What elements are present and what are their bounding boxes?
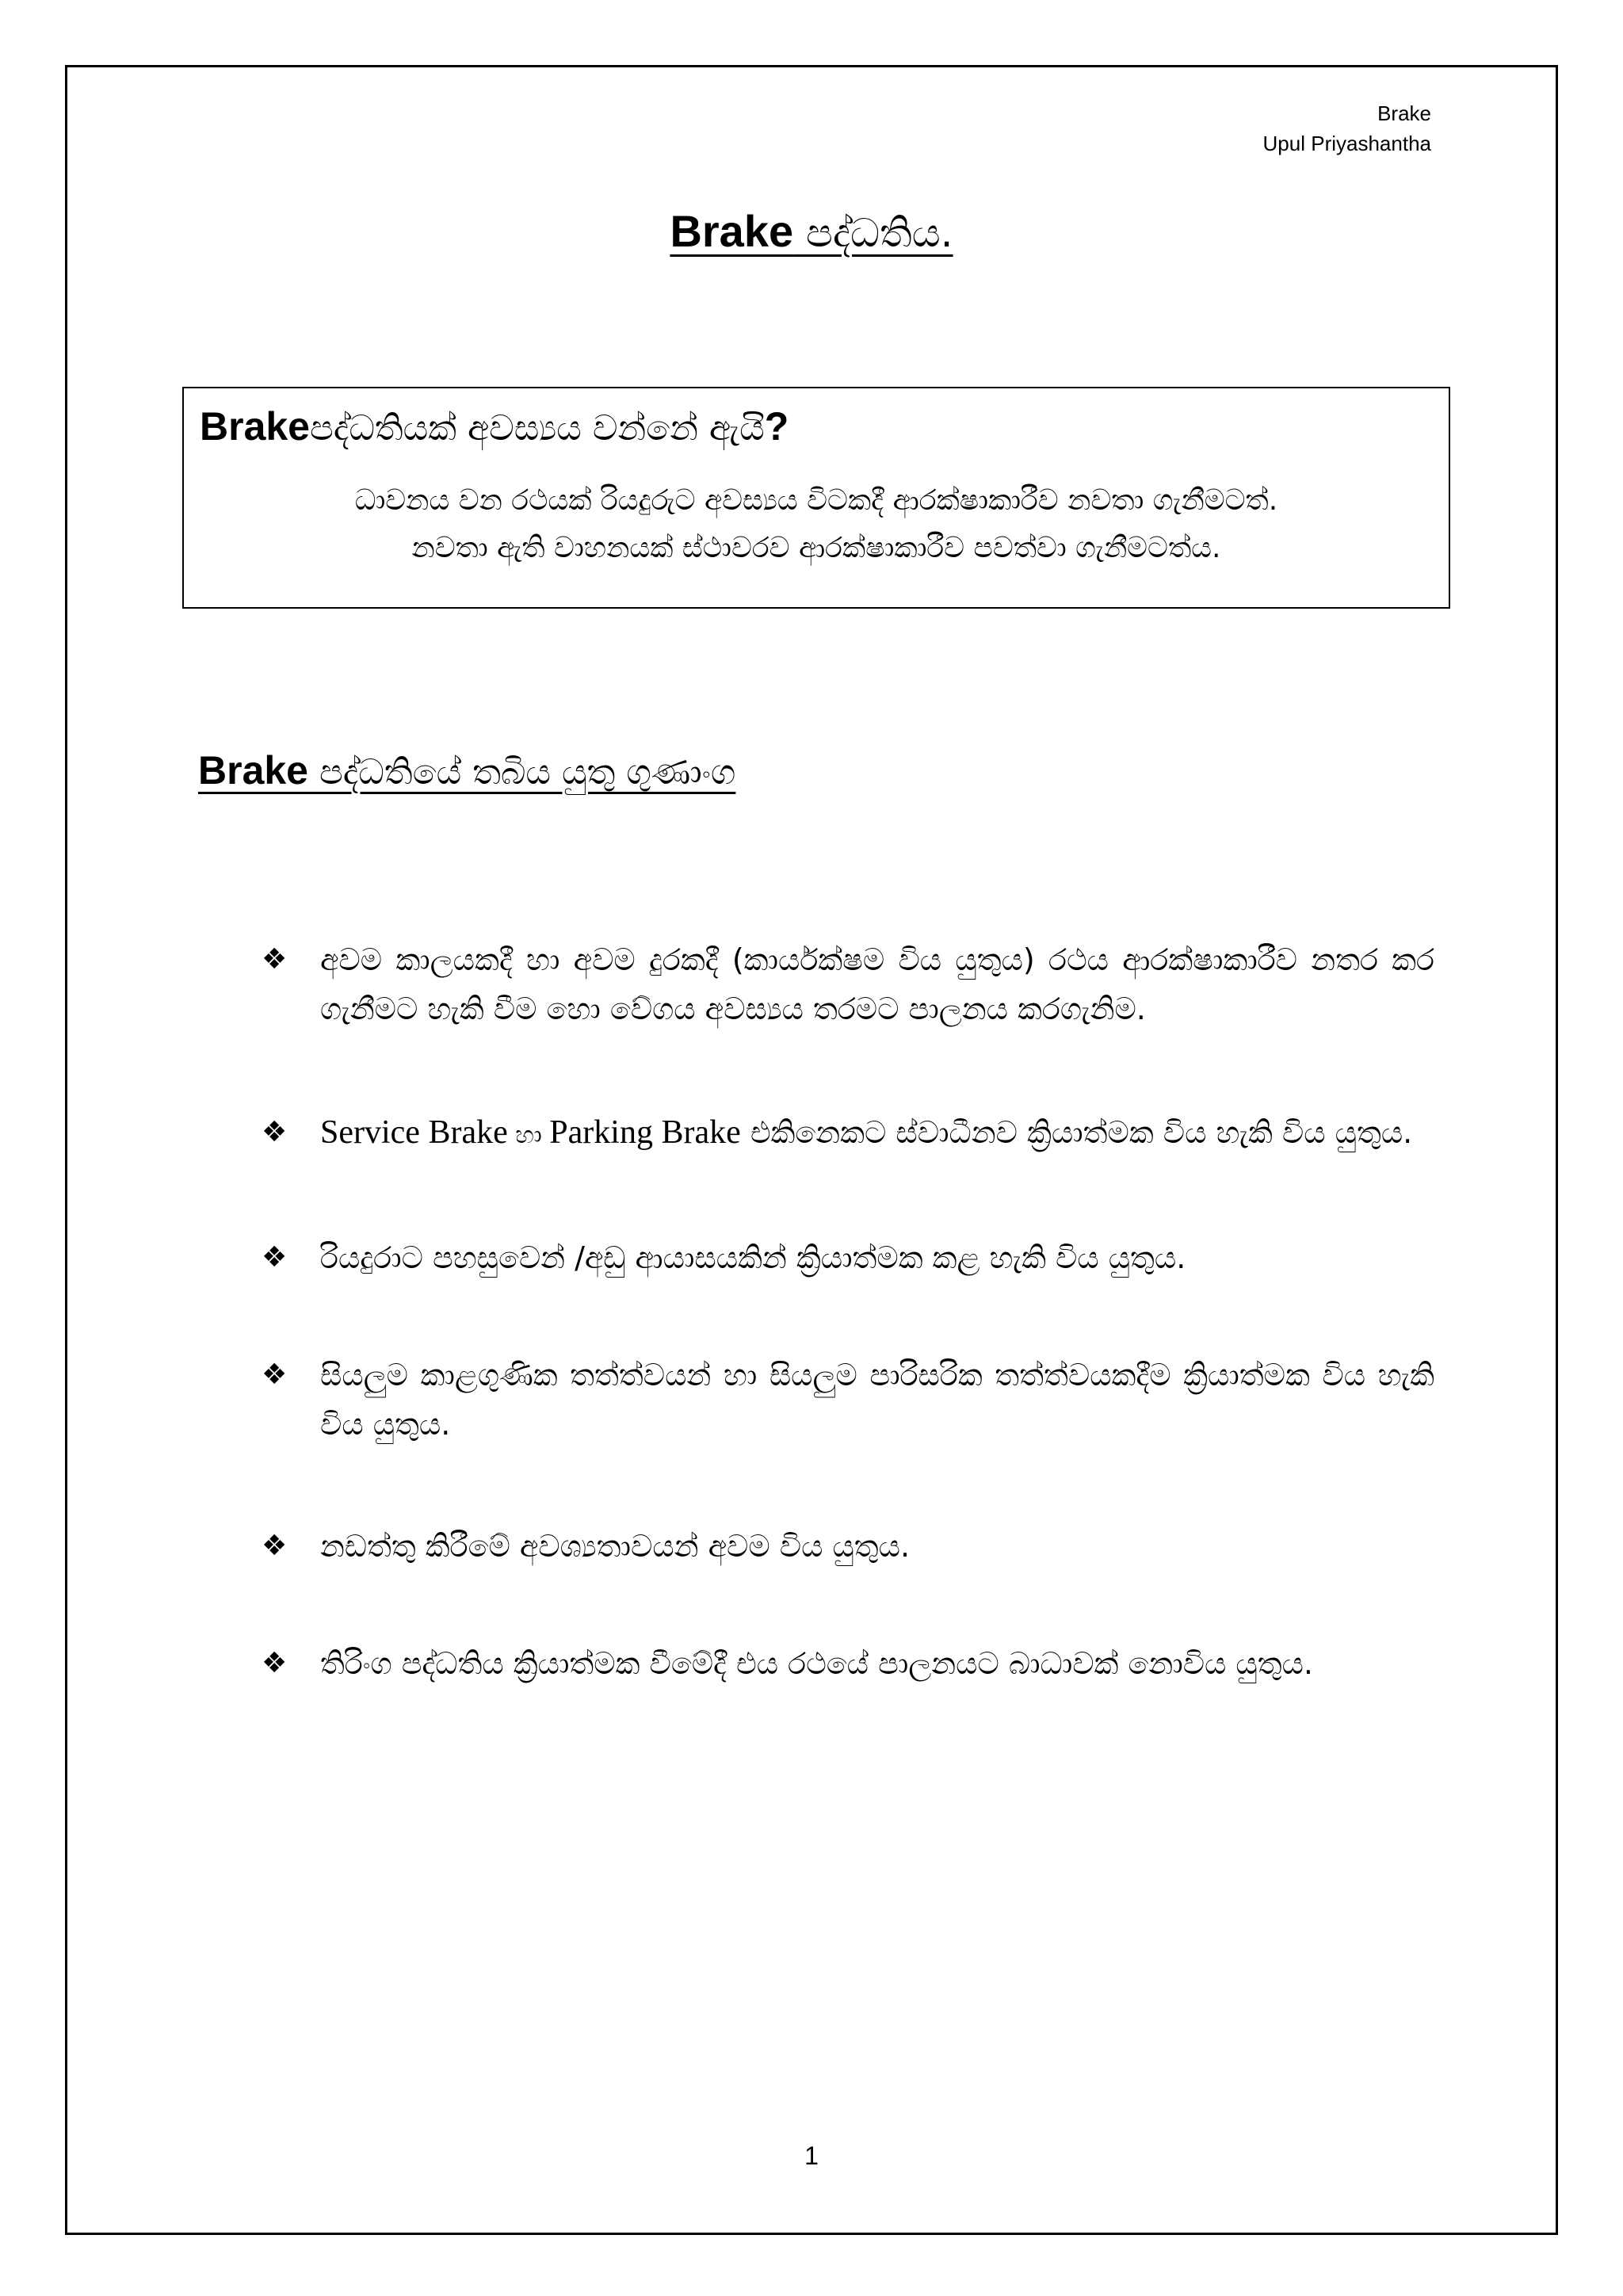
question-box xyxy=(182,387,1450,609)
header-topic: Brake xyxy=(1377,101,1431,125)
section-heading-latin: Brake xyxy=(198,748,308,793)
section-heading-sinhala: පද්ධතියේ තබිය යුතු ගුණාංග xyxy=(308,752,736,793)
diamond-bullet-icon: ❖ xyxy=(262,1116,288,1148)
list-item xyxy=(262,1522,1434,1571)
list-item xyxy=(262,935,1434,1033)
list-item-text: අවම කාලයකදී හා අවම දුරකදී (කාර්යක්ෂම විය යුතුය) රථය ආරක්ෂාකාරීව නතර කර ගැනීමට හැකි වීම හො වේගය අවස්‍යය තරමට පාලනය කරගැනිම. xyxy=(320,942,1434,1026)
page-title-sinhala: පද්ධතිය. xyxy=(793,210,953,256)
list-item-text: තිරිංග පද්ධතිය ක්‍රියාත්මක වීමේදී එය රථයේ පාලනයට බාධාවක් නොවිය යුතුය. xyxy=(320,1646,1314,1681)
running-header xyxy=(1263,98,1431,159)
question-heading xyxy=(200,395,789,460)
page-number: 1 xyxy=(804,2141,819,2170)
list-item xyxy=(262,1350,1434,1449)
list-item xyxy=(262,1639,1434,1688)
page-title-latin: Brake xyxy=(670,206,794,256)
list-item-text: රියදුරාට පහසුවෙන් /අඩු ආයාසයකින් ක්‍රියාත්මක කළ හැකි විය යුතුය. xyxy=(320,1240,1186,1275)
diamond-bullet-icon: ❖ xyxy=(262,1530,288,1562)
properties-list xyxy=(262,935,1434,1688)
list-item xyxy=(262,1233,1434,1282)
diamond-bullet-icon: ❖ xyxy=(262,1358,288,1391)
question-answer xyxy=(184,477,1449,572)
service-brake-term: Service Brake xyxy=(320,1114,508,1151)
page-title-text xyxy=(670,206,953,258)
list-item-text: එකිනෙකට ස්වාධීනව ක්‍රියාත්මක විය හැකි විය යුතුය. xyxy=(740,1115,1413,1150)
diamond-bullet-icon: ❖ xyxy=(262,1647,288,1679)
diamond-bullet-icon: ❖ xyxy=(262,1241,288,1274)
list-item-text-conj: හා xyxy=(507,1121,550,1149)
page-title xyxy=(0,200,1623,265)
header-author: Upul Priyashantha xyxy=(1262,132,1431,155)
list-item xyxy=(262,1108,1434,1160)
list-item-text: සියලුම කාළගුණික තත්ත්වයන් හා සියලුම පාරිසරික තත්ත්වයකදීම ක්‍රියාත්මක විය හැකි විය යුතුය. xyxy=(320,1358,1434,1442)
list-item-text: නඩත්තු කිරීමේ අවශ්‍යතාවයන් අවම විය යුතුය. xyxy=(320,1529,911,1564)
question-heading-sinhala: පද්ධතියක් අවස්‍යය වන්නේ ඇයි xyxy=(310,408,765,449)
answer-line-1: ධාවනය වන රථයක් රියදුරුට අවස්‍යය විටකදී ආරක්ෂාකාරීව නවතා ගැනීමටත්. xyxy=(354,484,1278,517)
question-heading-latin: Brake xyxy=(200,404,310,449)
section-heading xyxy=(198,739,735,804)
question-mark: ? xyxy=(764,404,789,449)
diamond-bullet-icon: ❖ xyxy=(262,943,288,976)
parking-brake-term: Parking Brake xyxy=(549,1114,741,1151)
answer-line-2: නවතා ඇති වාහනයක් ස්ථාවරව ආරක්ෂාකාරීව පවත්වා ගැනීමටත්ය. xyxy=(411,532,1221,564)
